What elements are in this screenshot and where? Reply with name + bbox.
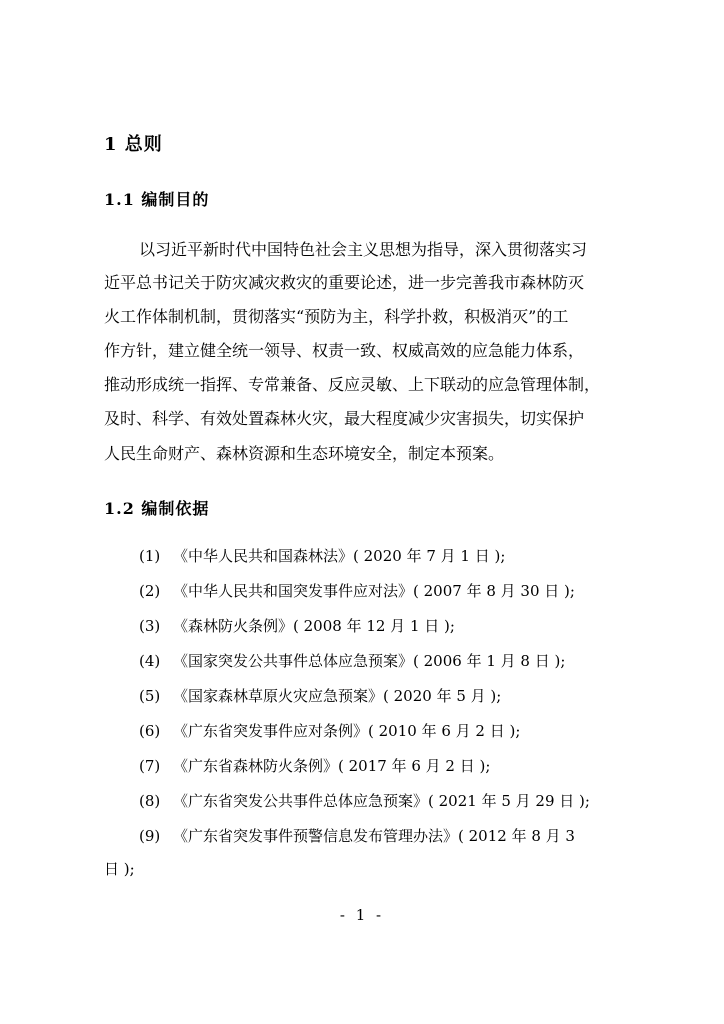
reference-text: 《广东省森林防火条例》( 2017 年 6 月 2 日 ); xyxy=(173,757,491,775)
reference-number: (5) xyxy=(139,687,161,705)
reference-text: 《广东省突发事件预警信息发布管理办法》( 2012 年 8 月 3 xyxy=(173,827,575,845)
reference-text: 《森林防火条例》( 2008 年 12 月 1 日 ); xyxy=(173,617,455,635)
reference-continuation: 日 ); xyxy=(104,860,135,878)
reference-item xyxy=(139,755,490,776)
reference-number: (9) xyxy=(139,827,161,845)
reference-number: (3) xyxy=(139,617,161,635)
reference-text: 《广东省突发公共事件总体应急预案》( 2021 年 5 月 29 日 ); xyxy=(173,792,590,810)
section-heading-basis: 1.2 编制依据 xyxy=(104,499,210,518)
reference-text: 《广东省突发事件应对条例》( 2010 年 6 月 2 日 ); xyxy=(173,722,521,740)
purpose-line-7: 人民生命财产、森林资源和生态环境安全，制定本预案。 xyxy=(104,444,505,463)
page-number: - 1 - xyxy=(339,906,385,924)
reference-item xyxy=(139,650,565,671)
reference-text: 《国家森林草原火灾应急预案》( 2020 年 5 月 ); xyxy=(173,687,502,705)
reference-number: (1) xyxy=(139,547,161,565)
purpose-line-3: 火工作体制机制，贯彻落实“预防为主，科学扑救，积极消灭”的工 xyxy=(104,307,569,326)
purpose-line-2: 近平总书记关于防灾减灾救灾的重要论述，进一步完善我市森林防灭 xyxy=(104,273,585,292)
reference-number: (4) xyxy=(139,652,161,670)
section-heading-purpose: 1.1 编制目的 xyxy=(104,190,210,209)
purpose-line-6: 及时、科学、有效处置森林火灾，最大程度减少灾害损失，切实保护 xyxy=(104,409,585,428)
reference-item xyxy=(139,790,590,811)
reference-text: 《国家突发公共事件总体应急预案》( 2006 年 1 月 8 日 ); xyxy=(173,652,566,670)
reference-number: (2) xyxy=(139,582,161,600)
reference-text: 《中华人民共和国突发事件应对法》( 2007 年 8 月 30 日 ); xyxy=(173,582,575,600)
purpose-line-5: 推动形成统一指挥、专常兼备、反应灵敏、上下联动的应急管理体制， xyxy=(104,375,601,394)
reference-number: (8) xyxy=(139,792,161,810)
purpose-line-4: 作方针，建立健全统一领导、权责一致、权威高效的应急能力体系， xyxy=(104,341,585,360)
reference-item xyxy=(139,545,505,566)
reference-item xyxy=(139,685,501,706)
reference-item xyxy=(139,615,455,636)
chapter-heading: 1 总则 xyxy=(104,134,163,155)
reference-number: (7) xyxy=(139,757,161,775)
reference-item xyxy=(139,825,575,846)
reference-text: 《中华人民共和国森林法》( 2020 年 7 月 1 日 ); xyxy=(173,547,506,565)
reference-number: (6) xyxy=(139,722,161,740)
purpose-line-1: 以习近平新时代中国特色社会主义思想为指导，深入贯彻落实习 xyxy=(139,240,588,259)
reference-item xyxy=(139,720,520,741)
reference-item xyxy=(139,580,575,601)
